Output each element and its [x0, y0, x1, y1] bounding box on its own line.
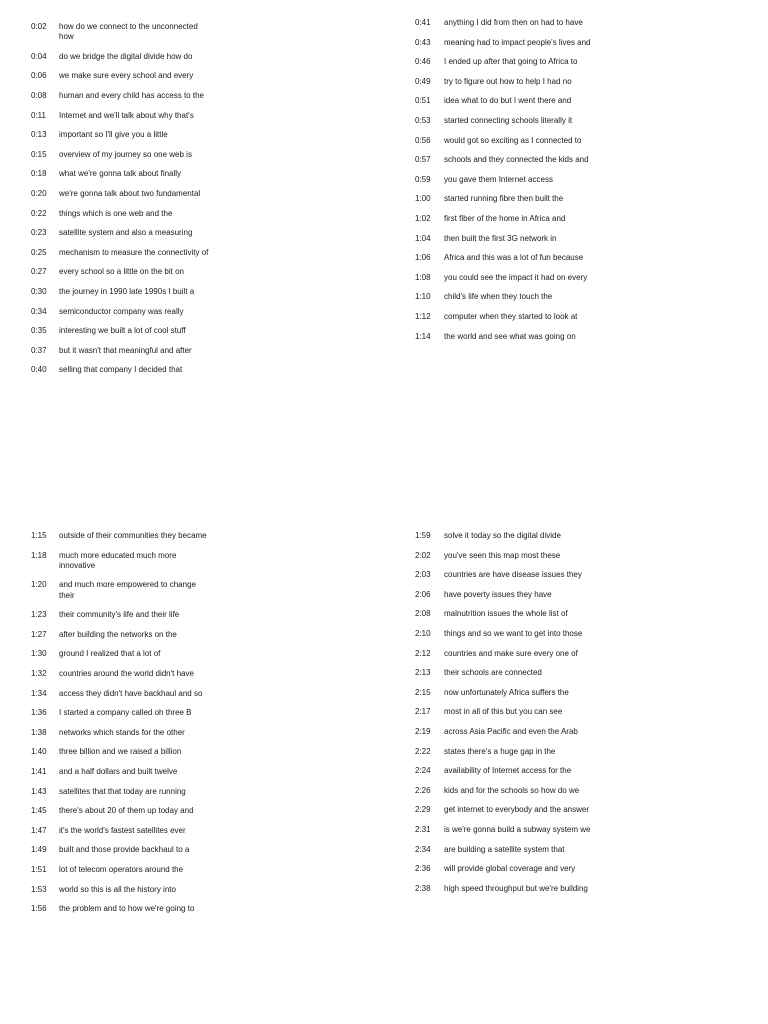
timestamp: 1:30: [31, 649, 47, 659]
transcript-text: will provide global coverage and very: [444, 864, 576, 874]
timestamp: 0:40: [31, 365, 47, 375]
transcript-text: malnutrition issues the whole list of: [444, 609, 568, 619]
timestamp: 0:15: [31, 149, 47, 159]
transcript-text: would got so exciting as I connected to: [444, 135, 582, 145]
timestamp: 2:22: [415, 746, 431, 756]
timestamp: 0:35: [31, 326, 47, 336]
transcript-text: started running fibre then built the: [444, 194, 564, 204]
transcript-text: computer when they started to look at: [444, 312, 578, 321]
transcript-text: child's life when they touch the: [444, 292, 553, 302]
timestamp: 1:40: [31, 747, 47, 757]
timestamp: 2:13: [415, 668, 431, 678]
timestamp: 2:36: [415, 864, 431, 874]
transcript-text: human and every child has access to the: [59, 91, 204, 100]
timestamp: 2:02: [415, 550, 431, 560]
timestamp: 0:46: [415, 57, 431, 67]
timestamp: 0:27: [31, 267, 47, 277]
timestamp: 0:23: [31, 228, 47, 238]
timestamp: 2:31: [415, 825, 431, 834]
transcript-text: countries are have disease issues they: [444, 570, 582, 580]
timestamp: 1:20: [31, 580, 47, 590]
timestamp: 1:02: [415, 214, 431, 223]
transcript-text: and a half dollars and built twelve: [59, 767, 178, 776]
transcript-text: and much more empowered to change their: [59, 580, 196, 600]
timestamp: 2:17: [415, 707, 431, 717]
transcript-text: high speed throughput but we're building: [444, 883, 588, 893]
transcript-text: there's about 20 of them up today and: [59, 806, 194, 816]
timestamp: 1:41: [31, 767, 47, 776]
transcript-text: their schools are connected: [444, 668, 542, 678]
transcript-text: but it wasn't that meaningful and after: [59, 345, 192, 355]
transcript-text: access they didn't have backhaul and so: [59, 688, 203, 698]
timestamp: 1:15: [31, 531, 47, 540]
timestamp: 1:38: [31, 727, 47, 737]
transcript-text: the world and see what was going on: [444, 331, 576, 341]
transcript-text: then built the first 3G network in: [444, 233, 557, 243]
transcript-text: every school so a little on the bit on: [59, 267, 184, 277]
timestamp: 0:22: [31, 208, 47, 218]
timestamp: 1:56: [31, 904, 47, 914]
transcript-text: meaning had to impact people's lives and: [444, 37, 591, 47]
timestamp: 1:18: [31, 550, 47, 560]
transcript-text: get internet to everybody and the answer: [444, 805, 589, 815]
timestamp: 0:18: [31, 169, 47, 179]
timestamp: 0:53: [415, 116, 431, 125]
transcript-text: overview of my journey so one web is: [59, 149, 192, 159]
timestamp: 2:29: [415, 805, 431, 815]
timestamp: 0:51: [415, 96, 431, 106]
transcript-text: is we're gonna build a subway system we: [444, 825, 591, 834]
transcript-text: states there's a huge gap in the: [444, 746, 556, 756]
timestamp: 0:04: [31, 51, 47, 61]
transcript-text: important so I'll give you a little: [59, 130, 168, 140]
timestamp: 0:02: [31, 22, 47, 31]
timestamp: 2:06: [415, 589, 431, 599]
timestamp: 1:10: [415, 292, 431, 302]
transcript-text: across Asia Pacific and even the Arab: [444, 727, 578, 736]
timestamp: 2:03: [415, 570, 431, 580]
timestamp: 0:25: [31, 247, 47, 257]
timestamp: 1:06: [415, 253, 431, 263]
transcript-text: semiconductor company was really: [59, 306, 184, 316]
transcript-text: countries and make sure every one of: [444, 648, 578, 658]
timestamp: 1:23: [31, 610, 47, 620]
timestamp: 1:51: [31, 865, 47, 874]
timestamp: 0:11: [31, 110, 46, 120]
timestamp: 0:34: [31, 306, 47, 316]
transcript-text: you gave them Internet access: [444, 174, 553, 184]
transcript-text: most in all of this but you can see: [444, 707, 563, 717]
transcript-text: try to figure out how to help I had no: [444, 76, 572, 86]
timestamp: 2:34: [415, 844, 431, 854]
timestamp: 0:13: [31, 130, 47, 140]
transcript-text: things which is one web and the: [59, 208, 173, 218]
transcript-text: I ended up after that going to Africa to: [444, 57, 578, 67]
timestamp: 1:14: [415, 331, 431, 341]
transcript-text: lot of telecom operators around the: [59, 865, 184, 874]
transcript-text: the problem and to how we're going to: [59, 904, 195, 914]
transcript-text: mechanism to measure the connectivity of: [59, 247, 209, 257]
timestamp: 2:19: [415, 727, 431, 736]
transcript-text: kids and for the schools so how do we: [444, 785, 580, 795]
timestamp: 1:47: [31, 825, 47, 835]
timestamp: 1:27: [31, 629, 47, 639]
timestamp: 2:12: [415, 648, 431, 658]
timestamp: 0:56: [415, 135, 431, 145]
timestamp: 1:00: [415, 194, 431, 204]
transcript-text: things and so we want to get into those: [444, 629, 583, 638]
timestamp: 0:43: [415, 37, 431, 47]
transcript-text: outside of their communities they became: [59, 531, 207, 540]
transcript-text: satellites that that today are running: [59, 786, 186, 796]
timestamp: 0:06: [31, 71, 47, 81]
timestamp: 1:59: [415, 531, 431, 540]
transcript-text: it's the world's fastest satellites ever: [59, 825, 186, 835]
transcript-text: you could see the impact it had on every: [444, 272, 588, 282]
timestamp: 1:04: [415, 233, 431, 243]
transcript-text: how do we connect to the unconnected how: [59, 22, 198, 42]
timestamp: 0:37: [31, 345, 47, 355]
timestamp: 2:24: [415, 766, 431, 776]
transcript-text: anything I did from then on had to have: [444, 18, 583, 27]
transcript-text: networks which stands for the other: [59, 727, 185, 737]
transcript-text: I started a company called oh three B: [59, 708, 192, 718]
transcript-text: selling that company I decided that: [59, 365, 183, 375]
timestamp: 1:34: [31, 688, 47, 698]
timestamp: 2:15: [415, 687, 431, 697]
timestamp: 1:43: [31, 786, 47, 796]
transcript-text: have poverty issues they have: [444, 589, 552, 599]
transcript-text: Internet and we'll talk about why that's: [59, 110, 194, 120]
transcript-text: ground I realized that a lot of: [59, 649, 161, 659]
timestamp: 0:49: [415, 76, 431, 86]
transcript-text: you've seen this map most these: [444, 550, 561, 560]
transcript-text: after building the networks on the: [59, 629, 177, 639]
timestamp: 2:10: [415, 629, 431, 638]
timestamp: 0:59: [415, 174, 431, 184]
transcript-text: availability of Internet access for the: [444, 766, 572, 776]
timestamp: 2:38: [415, 883, 431, 893]
transcript-text: we make sure every school and every: [59, 71, 194, 81]
transcript-text: do we bridge the digital divide how do: [59, 51, 193, 61]
timestamp: 1:08: [415, 272, 431, 282]
timestamp: 1:45: [31, 806, 47, 816]
transcript-text: their community's life and their life: [59, 610, 180, 620]
transcript-text: started connecting schools literally it: [444, 116, 573, 125]
timestamp: 1:49: [31, 845, 47, 855]
transcript-text: satellite system and also a measuring: [59, 228, 193, 238]
timestamp: 0:57: [415, 155, 431, 165]
timestamp: 1:53: [31, 884, 47, 894]
timestamp: 0:30: [31, 287, 47, 296]
transcript-text: now unfortunately Africa suffers the: [444, 687, 569, 697]
timestamp: 1:36: [31, 708, 47, 718]
timestamp: 0:41: [415, 18, 431, 27]
transcript-text: what we're gonna talk about finally: [59, 169, 182, 179]
transcript-text: first fiber of the home in Africa and: [444, 214, 566, 223]
timestamp: 0:08: [31, 91, 47, 100]
timestamp: 2:08: [415, 609, 431, 619]
transcript-text: solve it today so the digital divide: [444, 531, 561, 540]
transcript-text: are building a satellite system that: [444, 844, 565, 854]
transcript-text: countries around the world didn't have: [59, 669, 194, 678]
transcript-text: three billion and we raised a billion: [59, 747, 182, 757]
transcript-text: idea what to do but I went there and: [444, 96, 572, 106]
transcript-text: built and those provide backhaul to a: [59, 845, 190, 855]
timestamp: 1:12: [415, 312, 431, 321]
transcript-text: we're gonna talk about two fundamental: [59, 189, 201, 198]
transcript-text: interesting we built a lot of cool stuff: [59, 326, 186, 336]
transcript-text: world so this is all the history into: [59, 884, 176, 894]
timestamp: 1:32: [31, 669, 47, 678]
timestamp: 0:20: [31, 189, 47, 198]
transcript-text: much more educated much more innovative: [59, 550, 177, 570]
transcript-text: the journey in 1990 late 1990s I built a: [59, 287, 195, 296]
transcript-text: schools and they connected the kids and: [444, 155, 589, 165]
transcript-text: Africa and this was a lot of fun because: [444, 253, 584, 263]
timestamp: 2:26: [415, 785, 431, 795]
